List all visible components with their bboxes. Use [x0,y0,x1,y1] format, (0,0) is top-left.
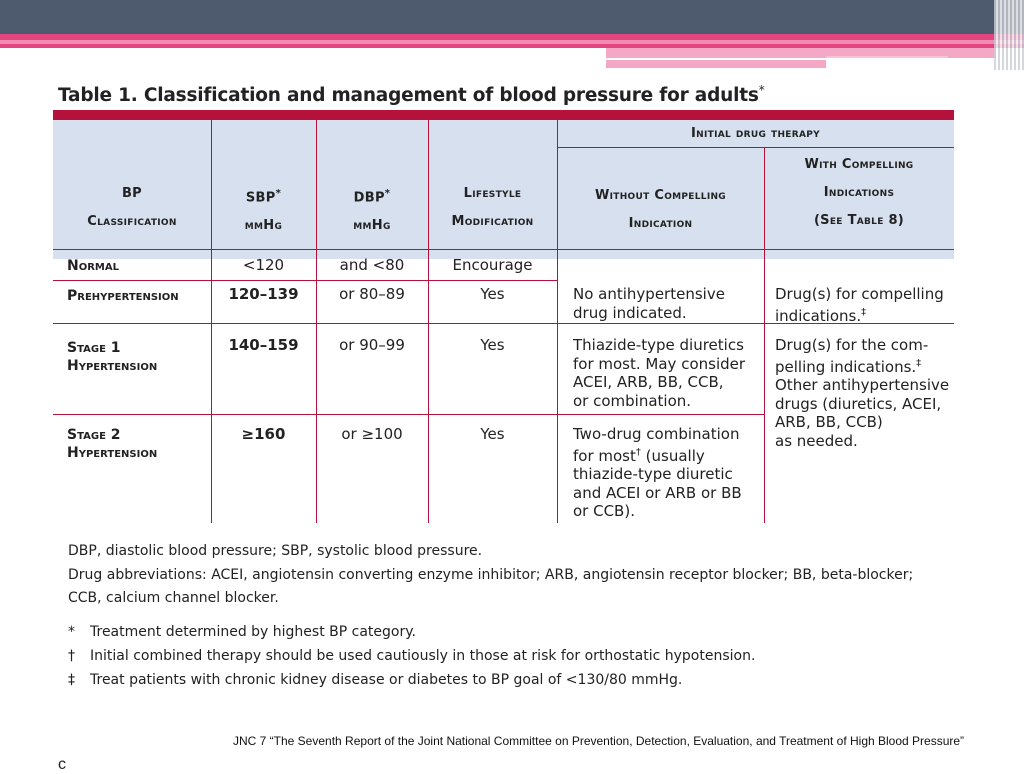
header-lifestyle: Lifestyle Modification [451,186,534,229]
header-without-compelling: Without Compelling Indication [594,188,726,231]
row-stage2-dbp: or ≥100 [341,425,403,443]
footnote: ‡ Treat patients with chronic kidney disease or diabetes to BP goal of <130/80 mmHg. [68,672,683,688]
header-bar [0,0,1024,34]
row-prehypertension-dbp: or 80–89 [339,285,405,303]
row-stage2-without: Two-drug combination for most† (usually thiazide-type diuretic and ACEI or ARB or BB or CCB). [573,425,742,520]
footnote: † Initial combined therapy should be used cautiously in those at risk for orthostatic hypotension. [68,648,756,664]
row-stage1-classification: Stage 1 Hypertension [67,340,158,374]
table-notes: DBP, diastolic blood pressure; SBP, systolic blood pressure. Drug abbreviations: ACEI, angiotensin converting enzyme inhibitor; ARB, angiotensin receptor blocker; BB, beta-blocker; CCB, calcium channel blocker. [68,543,914,606]
row-normal-dbp: and <80 [339,256,405,274]
row-prehypertension-without: No antihypertensive drug indicated. [573,285,725,322]
table-top-bar [53,110,954,120]
row-prehypertension-sbp: 120–139 [228,285,299,303]
header-initial-drug-therapy: Initial drug therapy [691,126,820,141]
table-title: Table 1. Classification and management of blood pressure for adults* [58,83,765,107]
row-divider [557,147,954,148]
row-stage1-sbp: 140–159 [228,336,299,354]
header-dbp: DBP* mmHg [353,188,391,234]
row-stage2-lifestyle: Yes [480,425,505,443]
bp-classification-table [53,110,954,523]
row-normal-sbp: <120 [242,256,285,274]
slide-corner-letter: c [58,756,66,773]
footnote: * Treatment determined by highest BP category. [68,624,416,640]
row-stage1-without: Thiazide-type diuretics for most. May consider ACEI, ARB, BB, CCB, or combination. [573,336,746,410]
row-divider [53,414,764,415]
source-citation: JNC 7 “The Seventh Report of the Joint National Committee on Prevention, Detection, Evaluation, and Treatment of High Blood Pressure” [233,734,965,748]
row-stage2-classification: Stage 2 Hypertension [67,427,158,461]
header-accent-highlight [0,40,1024,44]
decor-stub [606,60,826,68]
row-normal-classification: Normal [67,258,119,274]
header-with-compelling: With Compelling Indications (See Table 8) [804,157,914,228]
header-bp-classification: BP Classification [87,186,177,229]
row-stage1-dbp: or 90–99 [339,336,405,354]
row-normal-lifestyle: Encourage [452,256,533,274]
row-divider [53,280,557,281]
row-stage2-sbp: ≥160 [241,425,286,443]
row-stage1-with: Drug(s) for the com- pelling indications.‡ Other antihypertensive drugs (diuretics, ACEI, ARB, BB, CCB) as needed. [775,336,950,450]
row-stage1-lifestyle: Yes [480,336,505,354]
decor-stripes [994,0,1024,70]
column-divider [557,120,558,523]
row-divider [53,249,954,250]
decor-stub [826,56,948,58]
row-prehypertension-lifestyle: Yes [480,285,505,303]
row-prehypertension-classification: Prehypertension [67,288,179,304]
row-prehypertension-with: Drug(s) for compelling indications.‡ [775,285,944,325]
header-sbp: SBP* mmHg [244,188,283,234]
